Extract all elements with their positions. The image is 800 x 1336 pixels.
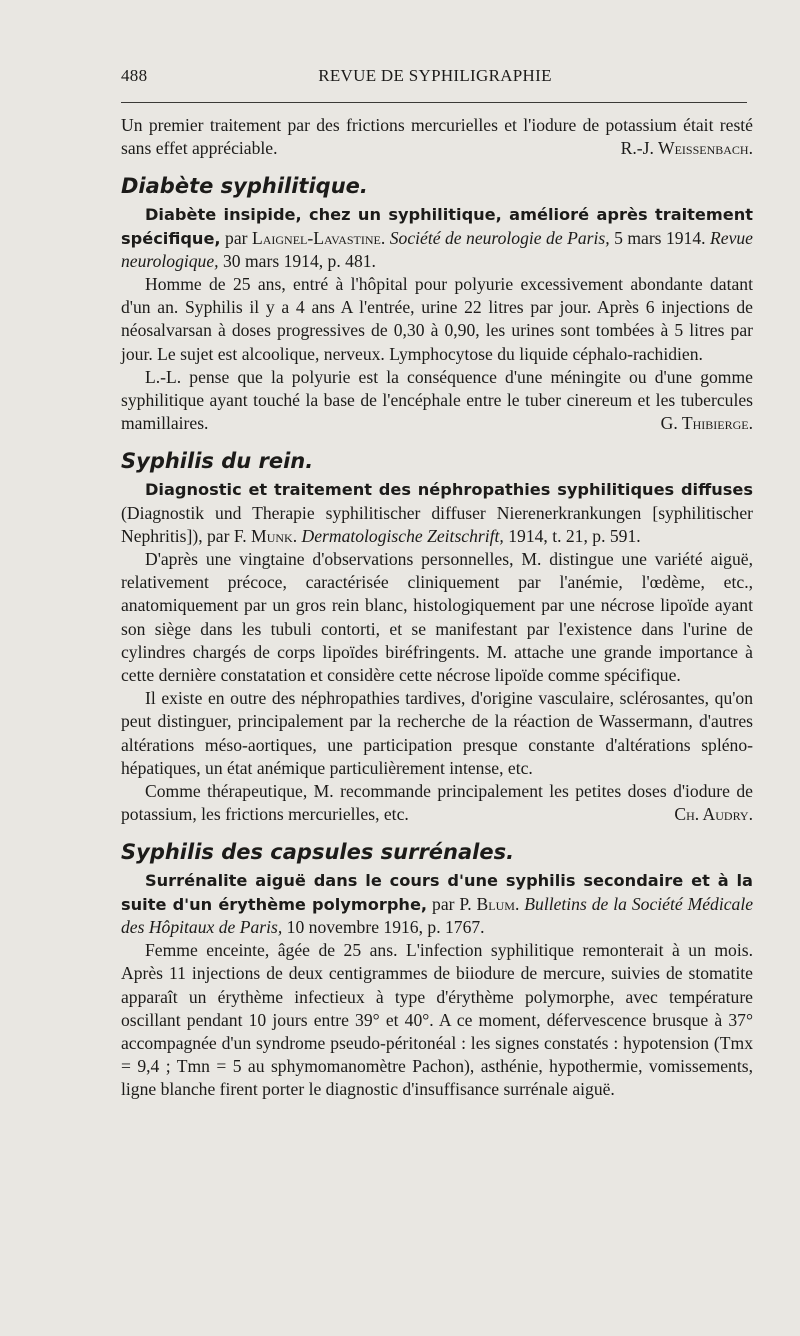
section3-para1: Femme enceinte, âgée de 25 ans. L'infection syphilitique remonterait à un mois. Après 11 injections de deux centigrammes de biiodure de mercure, suivies de stomatite apparaît un érythème infectieux à type d'érythème polymorphe, avec température oscillant pendant 10 jours entre 39° et 40°. A ce moment, défervescence brusque à 37° accompagnée d'un syndrome pseudo-péritonéal : les signes constatés : hypotension (Tmx = 9,4 ; Tmn = 5 au sphymomanomètre Pachon), asthénie, hypothermie, vomissements, ligne blanche firent porter le diagnostic d'insuffisance surrénale aiguë.: [121, 940, 753, 1100]
section2-author: F. Munk.: [233, 525, 298, 546]
section3-reference: [121, 869, 753, 939]
section1-journal2: Revue neurologique,: [121, 227, 753, 271]
section1-signature: G. Thibierge.: [660, 413, 753, 434]
intro-paragraph: [121, 114, 753, 160]
section3-subtitle: Surrénalite aiguë dans le cours d'une syphilis secondaire et à la suite d'un érythème polymorphe,: [121, 871, 753, 914]
section1-ref-par: par: [225, 227, 248, 248]
page-number: 488: [121, 66, 148, 85]
intro-signature: R.-J. Weissenbach.: [620, 138, 753, 159]
section2-ref-german: (Diagnostik und Therapie syphilitischer diffuser Nierenerkrankungen [syphilitischer Nephritis]), par: [121, 502, 753, 546]
section3-author: P. Blum.: [459, 893, 520, 914]
section2-journal: Dermatologische Zeitschrift,: [301, 525, 504, 546]
article-body: [121, 114, 753, 1102]
page-header: [121, 62, 749, 90]
section2-para3: Comme thérapeutique, M. recommande principalement les petites doses d'iodure de potassium, les frictions mercurielles, etc.: [121, 781, 753, 825]
section1-para2: L.-L. pense que la polyurie est la conséquence d'une méningite ou d'une gomme syphilitique ayant touché la base de l'encéphale entre le tuber cinereum et les tubercules mamillaires.: [121, 366, 753, 434]
section2-reference: [121, 478, 753, 548]
section-title-diabete: Diabète syphilitique.: [121, 174, 368, 199]
section3-date: 10 novembre 1916, p. 1767.: [286, 916, 485, 937]
section1-journal1: Société de neurologie de Paris,: [389, 227, 610, 248]
section2-date: 1914, t. 21, p. 591.: [508, 525, 641, 546]
section-title-rein: Syphilis du rein.: [121, 449, 314, 474]
intro-text: Un premier traitement par des frictions mercurielles et l'iodure de potassium était resté sans effet appréciable.: [121, 115, 753, 159]
section1-date2: 30 mars 1914, p. 481.: [222, 250, 376, 271]
section2-subtitle: Diagnostic et traitement des néphropathies syphilitiques diffuses: [145, 480, 753, 500]
section1-subtitle: Diabète insipide, chez un syphilitique, amélioré après traitement spécifique,: [121, 205, 753, 248]
section3-ref-par: par: [432, 893, 455, 914]
section-title-surrenales: Syphilis des capsules surrénales.: [121, 840, 515, 865]
section1-para1: Homme de 25 ans, entré à l'hôpital pour polyurie excessivement abondante datant d'un an. Syphilis il y a 4 ans A l'entrée, urine 22 litres par jour. Après 6 injections de néosalvarsan à doses progressives de 0,30 à 0,90, les urines sont tombées à 5 litres par jour. Le sujet est alcoolique, nerveux. Lymphocytose du liquide céphalo-rachidien.: [121, 274, 753, 364]
header-rule: [121, 102, 747, 103]
section1-para2-wrap: [121, 366, 753, 436]
section1-author: Laignel-Lavastine.: [251, 227, 386, 248]
section2-signature: Ch. Audry.: [674, 804, 753, 825]
section2-para1: D'après une vingtaine d'observations personnelles, M. distingue une variété aiguë, relativement précoce, caractérisée cliniquement par l'anémie, l'œdème, etc., anatomiquement par un gros rein blanc, histologiquement par une nécrose lipoïde ayant son siège dans les tubuli contorti, et se manifestant par l'existence dans l'urine de cylindres chargés de corps lipoïdes biréfringents. M. attache une grande importance à cette dernière constatation et considère cette nécrose lipoïde comme spécifique.: [121, 549, 753, 686]
section3-journal: Bulletins de la Société Médicale des Hôpitaux de Paris,: [121, 893, 754, 937]
section2-para2: Il existe en outre des néphropathies tardives, d'origine vasculaire, sclérosantes, qu'on peut distinguer, principalement par la recherche de la réaction de Wassermann, d'autres altérations méso-aortiques, une participation presque constante d'altérations spléno-hépatiques, un état anémique particulièrement intense, etc.: [121, 688, 753, 778]
section2-para3-wrap: [121, 780, 753, 826]
section1-date1: 5 mars 1914.: [614, 227, 706, 248]
running-title: REVUE DE SYPHILIGRAPHIE: [318, 66, 552, 85]
section1-reference: [121, 203, 753, 273]
